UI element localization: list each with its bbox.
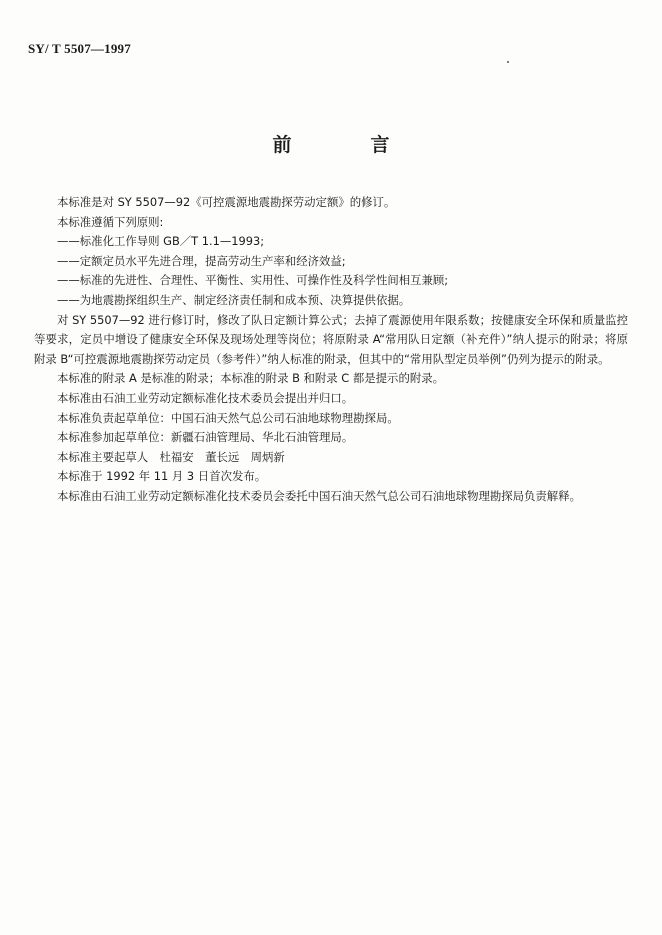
paragraph-proposed-by: 本标准由石油工业劳动定额标准化技术委员会提出并归口。 bbox=[57, 390, 354, 405]
principle-item: ——为地震勘探组织生产、制定经济责任制和成本预、决算提供依据。 bbox=[57, 292, 411, 307]
paragraph-changes: 对 SY 5507—92 进行修订时，修改了队日定额计算公式；去掉了震源使用年限系数；按健康安全环保和质量监控等要求，定员中增设了健康安全环保及现场处理等岗位；将原附录 A“常用队日定额（补充件）”纳人提示的附录；将原附录 B“可控震源地震勘探劳动定员（参考件）”纳人标准的附录，但其中的“常用队型定员举例”仍列为提示的附录。 bbox=[34, 312, 628, 366]
paragraph-first-issue: 本标准于 1992 年 11 月 3 日首次发布。 bbox=[57, 469, 267, 484]
paragraph-participating-units: 本标准参加起草单位：新疆石油管理局、华北石油管理局。 bbox=[57, 430, 354, 445]
principle-item: ——定额定员水平先进合理，提高劳动生产率和经济效益; bbox=[57, 253, 346, 268]
principle-item: ——标准的先进性、合理性、平衡性、实用性、可操作性及科学性间相互兼顾; bbox=[57, 273, 449, 288]
paragraph-principles-intro: 本标准遵循下列原则: bbox=[57, 214, 164, 229]
standard-code: SY/ T 5507—1997 bbox=[28, 41, 131, 56]
scan-speck bbox=[507, 61, 509, 63]
principle-item: ——标准化工作导则 GB／T 1.1—1993; bbox=[57, 234, 265, 249]
page-title: 前 言 bbox=[272, 134, 420, 156]
paragraph-appendices: 本标准的附录 A 是标准的附录；本标准的附录 B 和附录 C 都是提示的附录。 bbox=[57, 371, 445, 386]
paragraph-interpretation: 本标准由石油工业劳动定额标准化技术委员会委托中国石油天然气总公司石油地球物理勘探局负责解释。 bbox=[57, 488, 581, 503]
paragraph-drafters: 本标准主要起草人 杜福安 董长远 周炳新 bbox=[57, 449, 285, 464]
paragraph-revision-note: 本标准是对 SY 5507—92《可控震源地震勘探劳动定额》的修订。 bbox=[57, 195, 396, 209]
paragraph-drafting-unit: 本标准负责起草单位：中国石油天然气总公司石油地球物理勘探局。 bbox=[57, 410, 399, 425]
foreword-body bbox=[34, 193, 628, 507]
